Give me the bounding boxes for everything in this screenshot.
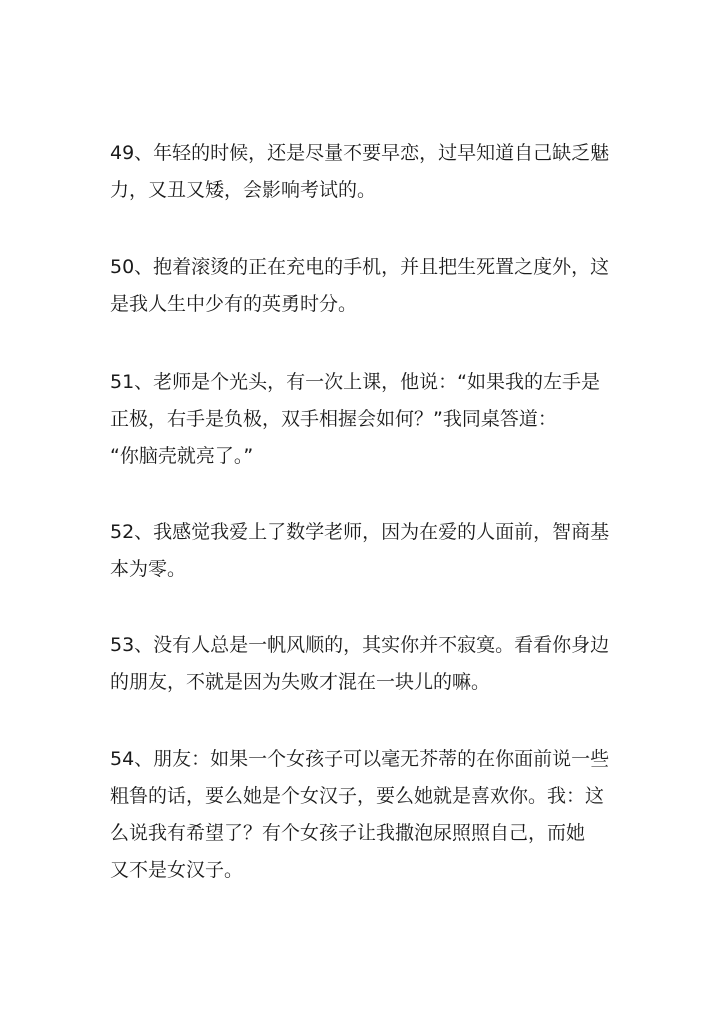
- joke-paragraph-50: [110, 249, 620, 323]
- text-line: 又不是女汉子。: [110, 859, 244, 881]
- text-line: “你脑壳就亮了。”: [110, 445, 254, 467]
- text-line: 么说我有希望了？有个女孩子让我撒泡尿照照自己，而她: [110, 822, 586, 844]
- text-line: 51、老师是个光头，有一次上课，他说：“如果我的左手是: [110, 371, 601, 393]
- text-line: 49、年轻的时候，还是尽量不要早恋，过早知道自己缺乏魅: [110, 142, 610, 164]
- joke-paragraph-54: [110, 741, 620, 889]
- joke-paragraph-53: [110, 627, 620, 701]
- text-line: 52、我感觉我爱上了数学老师，因为在爱的人面前，智商基: [110, 521, 610, 543]
- text-line: 50、抱着滚烫的正在充电的手机，并且把生死置之度外，这: [110, 256, 610, 278]
- text-line: 正极，右手是负极，双手相握会如何？”我同桌答道：: [110, 408, 557, 430]
- joke-paragraph-51: [110, 364, 620, 475]
- joke-paragraph-52: [110, 514, 620, 588]
- text-line: 本为零。: [110, 558, 187, 580]
- joke-paragraph-49: [110, 135, 620, 209]
- text-line: 53、没有人总是一帆风顺的，其实你并不寂寞。看看你身边: [110, 634, 610, 656]
- text-line: 54、朋友：如果一个女孩子可以毫无芥蒂的在你面前说一些: [110, 748, 610, 770]
- text-line: 的朋友，不就是因为失败才混在一块儿的嘛。: [110, 671, 491, 693]
- text-line: 力，又丑又矮，会影响考试的。: [110, 179, 377, 201]
- text-line: 粗鲁的话，要么她是个女汉子，要么她就是喜欢你。我：这: [110, 785, 605, 807]
- text-line: 是我人生中少有的英勇时分。: [110, 293, 358, 315]
